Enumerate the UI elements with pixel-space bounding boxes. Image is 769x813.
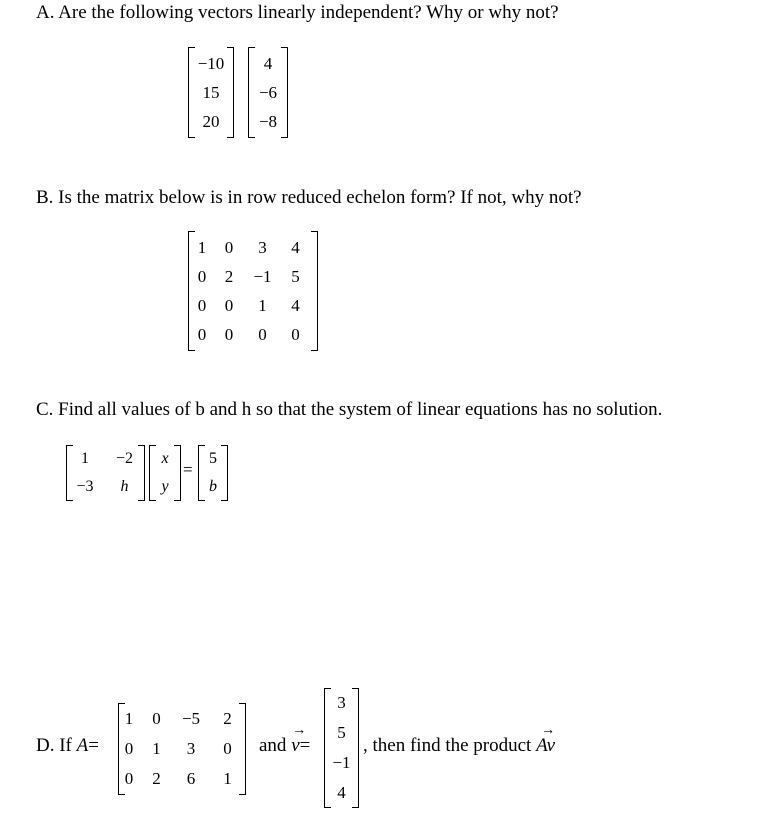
and-text: and	[259, 735, 287, 756]
vector-cell: 15	[202, 83, 220, 102]
and-v-label	[259, 723, 311, 757]
vector-cell: −1	[332, 753, 351, 772]
variable-vector	[149, 445, 181, 501]
equals-sign: =	[183, 460, 193, 479]
matrix-cell: 0	[223, 739, 232, 758]
bracket-right	[311, 231, 318, 351]
vector-cell: −10	[197, 54, 225, 73]
matrix-cell: 1	[197, 238, 207, 257]
coefficient-matrix	[66, 445, 145, 501]
bracket-right	[239, 703, 246, 795]
bracket-left	[324, 688, 331, 808]
matrix-cell: 0	[152, 709, 161, 728]
bracket-left	[248, 47, 255, 138]
bracket-right	[227, 47, 234, 138]
bracket-right	[174, 445, 181, 501]
vector-cell: b	[209, 478, 217, 495]
question-b: B. Is the matrix below is in row reduced echelon form? If not, why not?	[36, 187, 582, 208]
bracket-right	[138, 445, 145, 501]
bracket-left	[188, 231, 195, 351]
vector-a1	[188, 47, 234, 138]
vector-cell: y	[161, 478, 169, 495]
matrix-cell: 4	[291, 296, 300, 315]
matrix-cell: 1	[258, 296, 267, 315]
bracket-right	[221, 445, 228, 501]
matrix-cell: 0	[224, 238, 234, 257]
vector-cell: 4	[337, 783, 346, 802]
matrix-cell: −5	[181, 709, 201, 728]
equals-sign: =	[299, 735, 311, 756]
matrix-cell: −1	[253, 267, 272, 286]
matrix-cell: 0	[291, 325, 300, 344]
vector-cell: −6	[258, 83, 278, 102]
question-a: A. Are the following vectors linearly independent? Why or why not?	[36, 2, 559, 23]
matrix-cell: h	[120, 478, 129, 495]
matrix-a-label: A	[76, 735, 89, 756]
vector-cell: −8	[258, 112, 278, 131]
bracket-left	[66, 445, 73, 501]
vector-cell: 20	[202, 112, 220, 131]
question-d-prefix	[36, 735, 99, 757]
vector-v-label: → v	[291, 723, 307, 756]
vector-cell: 5	[337, 723, 346, 742]
matrix-cell: 6	[186, 769, 196, 788]
vector-cell: 3	[337, 693, 346, 712]
matrix-cell: 0	[224, 325, 234, 344]
prefix-text: D. If	[36, 735, 72, 756]
matrix-cell: 0	[124, 769, 134, 788]
rhs-vector	[198, 445, 228, 501]
vector-v	[324, 688, 359, 808]
vector-a2	[248, 47, 288, 138]
bracket-left	[198, 445, 205, 501]
bracket-left	[188, 47, 195, 138]
matrix-cell: 0	[224, 296, 234, 315]
vector-cell: 5	[209, 450, 217, 467]
matrix-cell: 2	[223, 709, 232, 728]
matrix-cell: 5	[291, 267, 300, 286]
arrow-icon: →	[292, 723, 307, 738]
matrix-cell: −2	[115, 450, 134, 467]
matrix-cell: 1	[124, 709, 134, 728]
bracket-right	[281, 47, 288, 138]
equals-sign: =	[88, 735, 99, 756]
matrix-a	[118, 703, 246, 795]
bracket-left	[118, 703, 125, 795]
matrix-cell: 3	[258, 238, 267, 257]
vector-cell: x	[161, 450, 169, 467]
matrix-cell: 0	[197, 296, 207, 315]
matrix-cell: 3	[186, 739, 196, 758]
matrix-cell: 0	[197, 267, 207, 286]
matrix-cell: 1	[152, 739, 161, 758]
matrix-cell: 0	[197, 325, 207, 344]
matrix-cell: 2	[152, 769, 161, 788]
matrix-cell: 1	[223, 769, 232, 788]
bracket-left	[149, 445, 156, 501]
question-c: C. Find all values of b and h so that the system of linear equations has no solution.	[36, 399, 663, 420]
matrix-cell: −3	[76, 478, 94, 495]
product-label: → Av	[536, 723, 556, 756]
vector-cell: 4	[263, 54, 273, 73]
matrix-cell: 2	[224, 267, 234, 286]
suffix-text: , then find the product	[363, 735, 532, 756]
arrow-icon: →	[541, 723, 556, 738]
matrix-cell: 0	[258, 325, 267, 344]
matrix-cell: 1	[81, 450, 89, 467]
matrix-cell: 4	[291, 238, 300, 257]
matrix-b	[188, 231, 318, 351]
question-d-suffix	[363, 723, 556, 757]
matrix-cell: 0	[124, 739, 134, 758]
bracket-right	[352, 688, 359, 808]
